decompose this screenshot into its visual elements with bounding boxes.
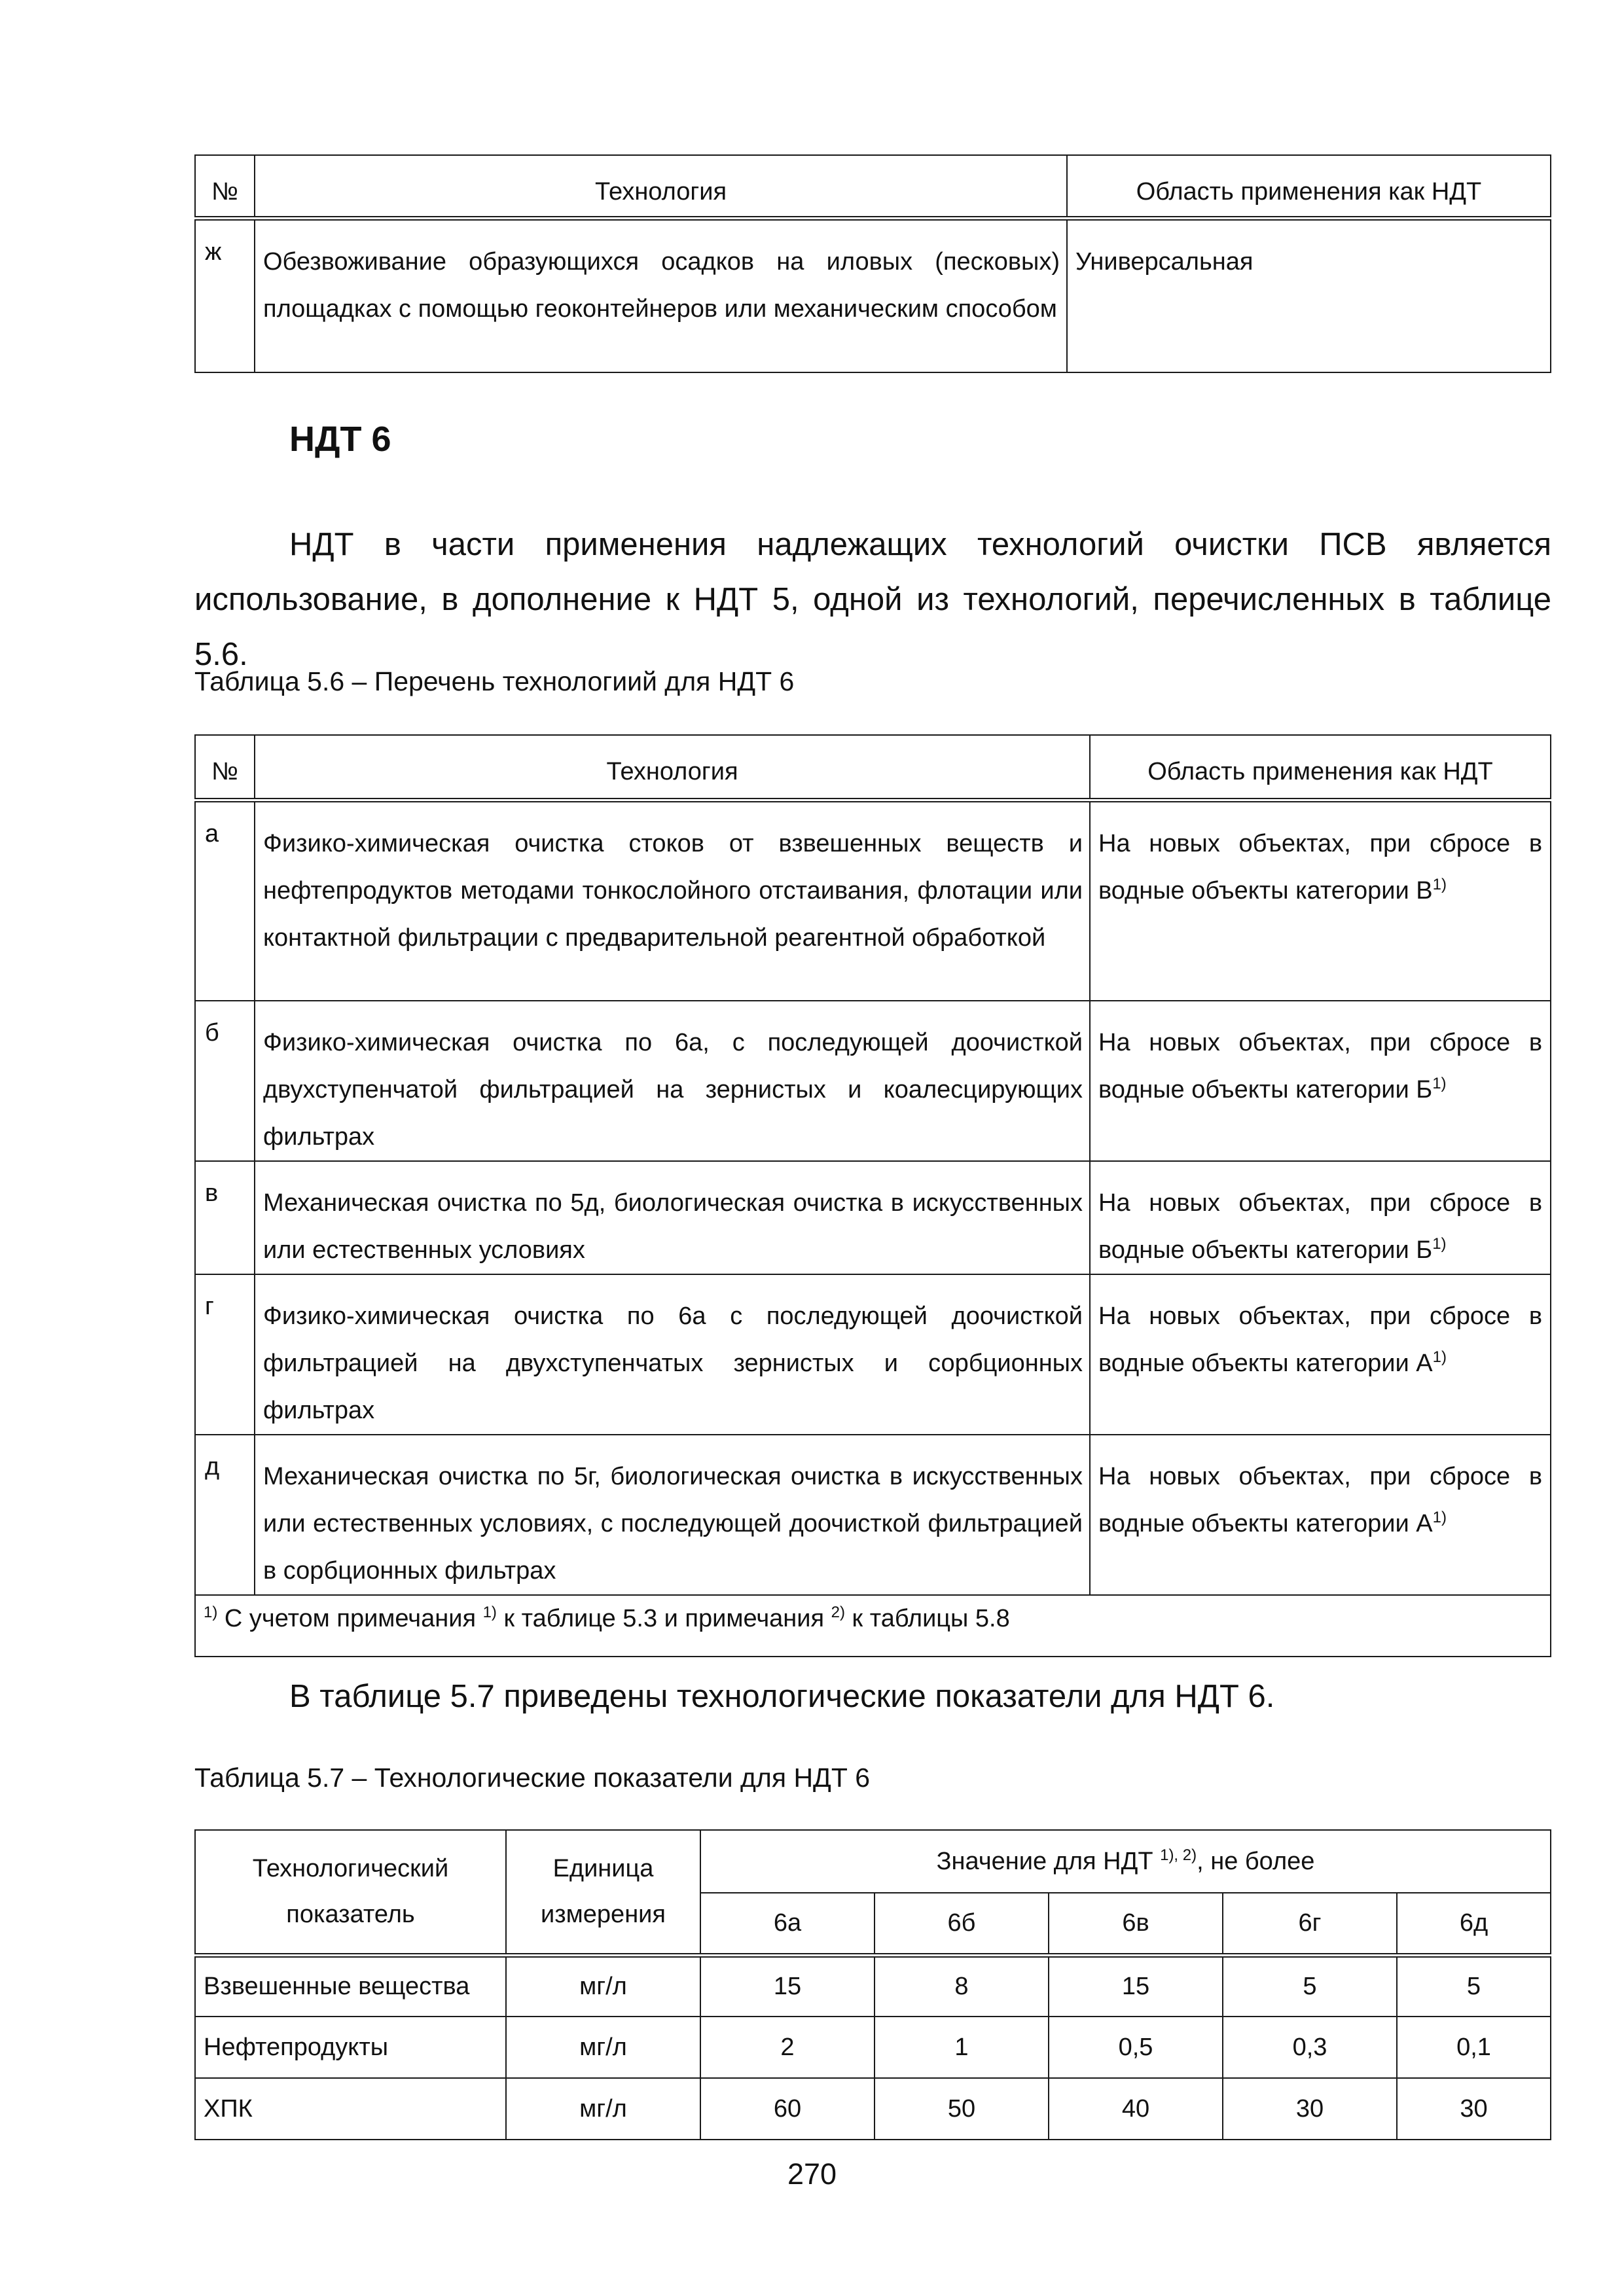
top-technology-table — [194, 154, 1551, 373]
table-row — [195, 2078, 1551, 2140]
row-value: 30 — [1397, 2078, 1551, 2140]
row-application — [1090, 1274, 1551, 1435]
header-line: показатель — [286, 1901, 415, 1929]
footnote-marker: 1) — [1432, 1075, 1447, 1092]
footnote-marker: 1) — [1432, 1235, 1447, 1253]
col-header-value — [700, 1830, 1551, 1893]
row-value: 1 — [875, 2017, 1049, 2078]
table-row — [195, 1001, 1551, 1161]
row-value: 8 — [875, 1955, 1049, 2017]
col-header-number: № — [195, 155, 255, 218]
col-header-6a: 6а — [700, 1893, 875, 1955]
col-header-6d: 6д — [1397, 1893, 1551, 1955]
application-text: На новых объектах, при сбросе в водные объекты категории В — [1098, 829, 1542, 905]
row-number: б — [195, 1001, 255, 1161]
header-line: Единица — [552, 1855, 654, 1883]
header-text: , не более — [1197, 1847, 1315, 1875]
col-header-6g: 6г — [1223, 1893, 1397, 1955]
intro-text: В таблице 5.7 приведены технологические показатели для НДТ 6. — [289, 1679, 1275, 1714]
col-header-6b: 6б — [875, 1893, 1049, 1955]
row-number: а — [195, 800, 255, 1001]
table-5-7-intro — [194, 1669, 1551, 1724]
table-note — [195, 1595, 1551, 1657]
application-text: На новых объектах, при сбросе в водные объекты категории А — [1098, 1302, 1542, 1377]
row-application — [1090, 1161, 1551, 1274]
row-technology: Механическая очистка по 5д, биологическая очистка в искусственных или естественных условиях — [255, 1161, 1090, 1274]
row-technology: Физико-химическая очистка по 6а с последующей доочисткой фильтрацией на двухступенчатых зернистых и сорбционных фильтрах — [255, 1274, 1090, 1435]
header-line: Технологический — [252, 1855, 449, 1883]
row-value: 2 — [700, 2017, 875, 2078]
application-text: На новых объектах, при сбросе в водные объекты категории Б — [1098, 1029, 1542, 1103]
application-text: На новых объектах, при сбросе в водные объекты категории А — [1098, 1463, 1542, 1537]
note-text: С учетом примечания — [217, 1605, 483, 1632]
section-heading: НДТ 6 — [289, 420, 391, 459]
header-line: измерения — [541, 1901, 666, 1929]
col-header-technology: Технология — [255, 735, 1090, 800]
col-header-number: № — [195, 735, 255, 800]
page-number: 270 — [787, 2157, 837, 2191]
row-unit: мг/л — [506, 2078, 700, 2140]
row-application — [1090, 1435, 1551, 1595]
col-header-unit — [506, 1830, 700, 1955]
row-technology: Физико-химическая очистка по 6а, с последующей доочисткой двухступенчатой фильтрацией на зернистых и коалесцирующих фильтрах — [255, 1001, 1090, 1161]
row-number: ж — [195, 218, 255, 372]
col-header-application: Область применения как НДТ — [1090, 735, 1551, 800]
footnote-marker: 1), 2) — [1160, 1846, 1197, 1864]
table-5-6-caption: Таблица 5.6 – Перечень технологиий для НДТ 6 — [194, 666, 795, 696]
table-5-6 — [194, 734, 1551, 1657]
note-text: к таблице 5.3 и примечания — [496, 1605, 831, 1632]
table-5-7 — [194, 1829, 1551, 2140]
footnote-marker: 1) — [1432, 1348, 1447, 1366]
row-technology: Механическая очистка по 5г, биологическая очистка в искусственных или естественных условиях, с последующей доочисткой фильтрацией в сорбционных фильтрах — [255, 1435, 1090, 1595]
table-note-row — [195, 1595, 1551, 1657]
row-value: 0,3 — [1223, 2017, 1397, 2078]
table-row — [195, 1435, 1551, 1595]
header-text: Значение для НДТ — [936, 1847, 1161, 1875]
row-value: 60 — [700, 2078, 875, 2140]
row-application: Универсальная — [1067, 218, 1551, 372]
row-value: 15 — [1049, 1955, 1223, 2017]
note-marker: 2) — [831, 1604, 845, 1621]
row-value: 50 — [875, 2078, 1049, 2140]
row-parameter: Нефтепродукты — [195, 2017, 506, 2078]
row-technology: Обезвоживание образующихся осадков на иловых (песковых) площадках с помощью геоконтейнеров или механическим способом — [255, 218, 1067, 372]
note-text: к таблицы 5.8 — [844, 1605, 1010, 1632]
col-header-6v: 6в — [1049, 1893, 1223, 1955]
row-number: г — [195, 1274, 255, 1435]
row-parameter: Взвешенные вещества — [195, 1955, 506, 2017]
table-row — [195, 2017, 1551, 2078]
row-unit: мг/л — [506, 2017, 700, 2078]
table-row — [195, 1955, 1551, 2017]
row-value: 5 — [1397, 1955, 1551, 2017]
table-row — [195, 1274, 1551, 1435]
row-technology: Физико-химическая очистка стоков от взвешенных веществ и нефтепродуктов методами тонкослойного отстаивания, флотации или контактной фильтрации с предварительной реагентной обработкой — [255, 800, 1090, 1001]
section-paragraph — [194, 517, 1551, 682]
col-header-parameter — [195, 1830, 506, 1955]
table-row — [195, 1161, 1551, 1274]
row-value: 0,5 — [1049, 2017, 1223, 2078]
row-value: 30 — [1223, 2078, 1397, 2140]
row-number: д — [195, 1435, 255, 1595]
paragraph-text: НДТ в части применения надлежащих технологий очистки ПСВ является использование, в дополнение к НДТ 5, одной из технологий, перечисленных в таблице 5.6. — [194, 527, 1551, 672]
table-5-7-caption: Таблица 5.7 – Технологические показатели для НДТ 6 — [194, 1763, 871, 1793]
row-application — [1090, 1001, 1551, 1161]
note-marker: 1) — [482, 1604, 497, 1621]
row-value: 0,1 — [1397, 2017, 1551, 2078]
footnote-marker: 1) — [1432, 1509, 1447, 1526]
col-header-technology: Технология — [255, 155, 1067, 218]
row-value: 40 — [1049, 2078, 1223, 2140]
row-unit: мг/л — [506, 1955, 700, 2017]
row-value: 15 — [700, 1955, 875, 2017]
table-row — [195, 218, 1551, 372]
row-number: в — [195, 1161, 255, 1274]
table-row — [195, 800, 1551, 1001]
application-text: На новых объектах, при сбросе в водные объекты категории Б — [1098, 1189, 1542, 1264]
row-application — [1090, 800, 1551, 1001]
note-marker: 1) — [204, 1604, 218, 1621]
row-value: 5 — [1223, 1955, 1397, 2017]
footnote-marker: 1) — [1432, 875, 1447, 893]
col-header-application: Область применения как НДТ — [1067, 155, 1551, 218]
row-parameter: ХПК — [195, 2078, 506, 2140]
